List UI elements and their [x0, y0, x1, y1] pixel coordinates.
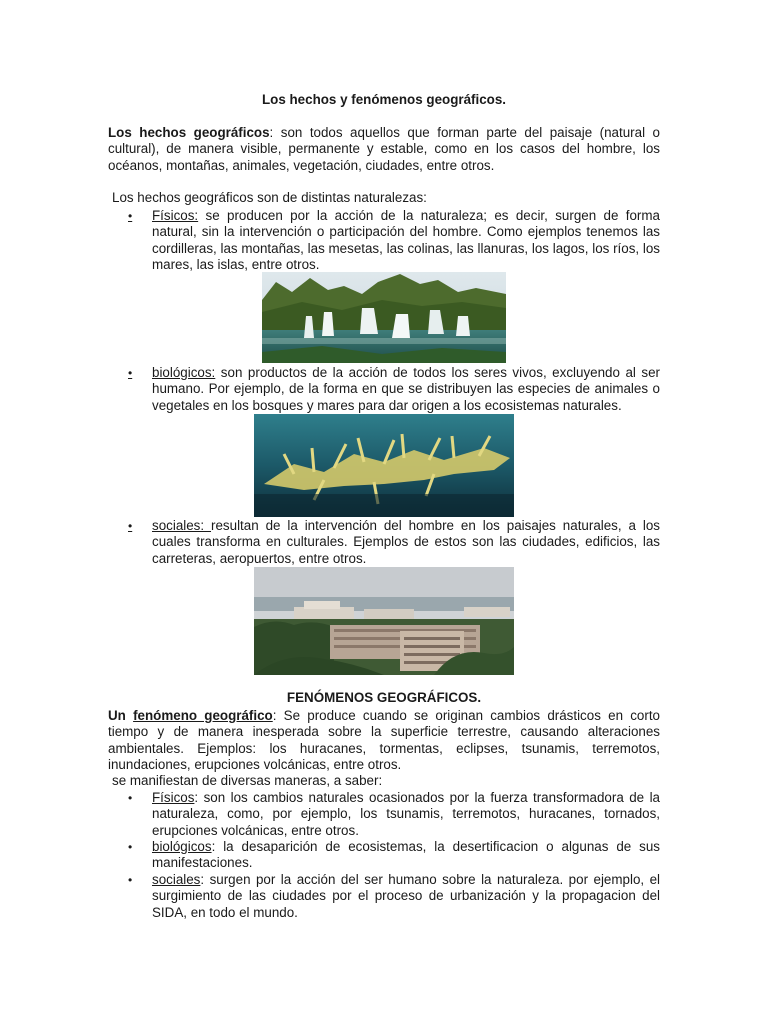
manifiestan-intro: se manifiestan de diversas maneras, a saber: — [112, 773, 383, 788]
page-title: Los hechos y fenómenos geográficos. — [261, 92, 507, 107]
hechos-text: : son todos aquellos que forman parte del paisaje (natural o cultural), de manera visible, permanente y estable, como en los casos del hombre, los océanos, montañas, animales, vegetación, ciudades, entre otros. — [108, 125, 660, 173]
bullet-icon: • — [128, 209, 133, 223]
bullet-icon: • — [128, 519, 133, 533]
item-text: se producen por la acción de la naturaleza; es decir, surgen de forma natural, sin la intervención o participación del hombre. Como ejemplos tenemos las cordilleras, las montañas, las mesetas, las colinas, las llanuras, los lagos, los ríos, los mares, las islas, entre otros. — [152, 208, 660, 272]
city-buildings-image — [254, 567, 514, 675]
fenomeno-text: : Se produce cuando se originan cambios drásticos en corto tiempo y de manera inesperada sobre la superficie terrestre, causando alteraciones ambientales. Ejemplos: los huracanes, tormentas, eclipses, tsunamis, terremotos, inundaciones, erupciones volcánicas, entre otros. — [108, 708, 660, 772]
coral-reef-image — [254, 414, 514, 517]
list-item-fenomeno-biologicos — [152, 839, 660, 872]
bullet-icon: • — [128, 366, 133, 380]
item-term: biológicos — [152, 839, 212, 854]
hechos-definition — [108, 125, 660, 174]
item-text: son productos de la acción de todos los seres vivos, excluyendo al ser humano. Por ejemplo, de la forma en que se distribuyen las especies de animales o vegetales en los bosques y mares para dar origen a los ecosistemas naturales. — [152, 365, 660, 413]
item-term: Físicos: — [152, 208, 199, 223]
item-term: biológicos: — [152, 365, 216, 380]
hechos-term: Los hechos geográficos — [108, 125, 270, 140]
list-item-fenomeno-sociales — [152, 872, 660, 921]
item-text: : la desaparición de ecosistemas, la desertificacion o algunas de sus manifestaciones. — [152, 839, 660, 871]
item-term: sociales — [152, 872, 201, 887]
list-item-sociales — [152, 518, 660, 567]
list-item-fenomeno-fisicos — [152, 790, 660, 839]
item-text: resultan de la intervención del hombre en los paisajes naturales, a los cuales transforma en culturales. Ejemplos de estos son las ciudades, edificios, las carreteras, aeropuertos, entre otros. — [152, 518, 660, 566]
bullet-icon: • — [128, 791, 133, 805]
list-item-biologicos — [152, 365, 660, 414]
item-text: : son los cambios naturales ocasionados por la fuerza transformadora de la naturaleza, como, por ejemplo, los tsunamis, terremotos, huracanes, tornados, erupciones volcánicas, entre otros. — [152, 790, 660, 838]
fenomeno-definition — [108, 708, 660, 773]
bullet-icon: • — [128, 840, 133, 854]
fenomenos-heading: FENÓMENOS GEOGRÁFICOS. — [286, 690, 482, 705]
item-term: Físicos — [152, 790, 195, 805]
bullet-icon: • — [128, 873, 133, 887]
item-text: : surgen por la acción del ser humano sobre la naturaleza. por ejemplo, el surgimiento de las ciudades por el proceso de urbanización y la propagacion del SIDA, en todo el mundo. — [152, 872, 660, 920]
fenomeno-prefix: Un — [108, 708, 134, 723]
fenomeno-term: fenómeno geográfico — [133, 708, 273, 723]
item-term: sociales: — [152, 518, 212, 533]
naturalezas-intro: Los hechos geográficos son de distintas naturalezas: — [112, 190, 427, 205]
waterfall-landscape-image — [262, 272, 506, 363]
list-item-fisicos — [152, 208, 660, 273]
